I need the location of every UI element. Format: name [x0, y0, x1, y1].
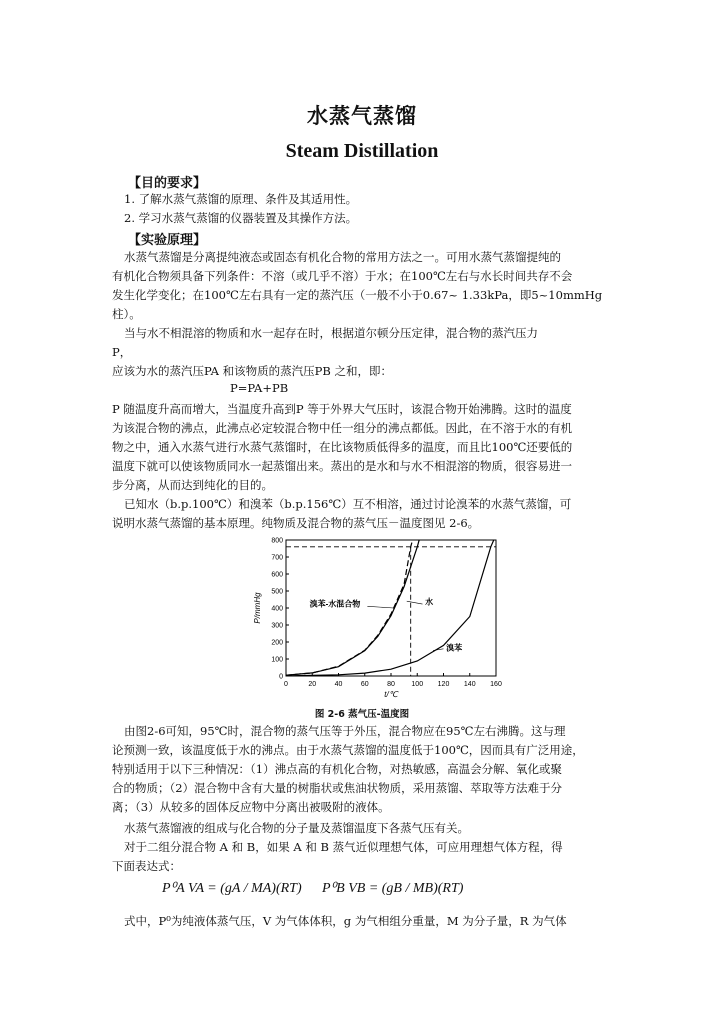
paragraph-line: 对于二组分混合物 A 和 B，如果 A 和 B 蒸气近似理想气体，可应用理想气体方程，得 [124, 840, 563, 854]
paragraph-line: 由图2-6可知，95℃时，混合物的蒸气压等于外压，混合物应在95℃左右沸腾。这与理 [124, 724, 566, 738]
paragraph-line: 水蒸气蒸馏液的组成与化合物的分子量及蒸馏温度下各蒸气压有关。 [124, 821, 469, 835]
y-tick-label: 0 [279, 673, 283, 681]
purpose-item: 2. 学习水蒸气蒸馏的仪器装置及其操作方法。 [124, 211, 358, 225]
y-tick-label: 800 [271, 537, 283, 545]
y-tick-label: 600 [271, 571, 283, 579]
x-tick-label: 80 [387, 681, 395, 688]
formula-component-b: P⁰B VB = (gB / MB)(RT) [322, 881, 464, 896]
paragraph-line: 下面表达式： [112, 859, 181, 873]
paragraph-line: 发生化学变化；在100℃左右具有一定的蒸汽压（一般不小于0.67~ 1.33kPa，即5~10mmHg [112, 288, 603, 302]
y-tick-label: 400 [271, 605, 283, 613]
formula-component-a: P⁰A VA = (gA / MA)(RT) [162, 881, 302, 896]
x-tick-label: 20 [308, 681, 317, 688]
paragraph-line: 为该混合物的沸点，此沸点必定较混合物中任一组分的沸点都低。因此，在不溶于水的有机 [112, 421, 572, 435]
x-tick-label: 40 [334, 681, 343, 688]
x-tick-label: 100 [411, 681, 424, 688]
purpose-item: 1. 了解水蒸气蒸馏的原理、条件及其适用性。 [124, 192, 358, 206]
page-title-en: Steam Distillation [285, 140, 439, 162]
mixture-leader [367, 606, 393, 608]
paragraph-line: 应该为水的蒸汽压PA 和该物质的蒸汽压PB 之和，即： [112, 364, 392, 378]
paragraph-line: 合的物质；（2）混合物中含有大量的树脂状或焦油状物质，采用蒸馏、萃取等方法难于分 [112, 781, 563, 795]
bromobenzene-label: 溴苯 [446, 643, 463, 653]
x-tick-label: 120 [437, 681, 450, 688]
pressure-sum-formula: P=PA+PB [230, 381, 289, 395]
paragraph-line: 论预测一致，该温度低于水的沸点。由于水蒸气蒸馏的温度低于100℃，因而具有广泛用途， [112, 743, 584, 757]
mixture-label: 溴苯-水混合物 [309, 599, 361, 609]
y-axis-label: P/mmHg [253, 592, 262, 624]
paragraph-line: 柱）。 [112, 307, 141, 321]
paragraph-line: 离；（3）从较多的固体反应物中分离出被吸附的液体。 [112, 800, 390, 814]
principle-heading: 【实验原理】 [128, 233, 207, 248]
page-title-cn: 水蒸气蒸馏 [307, 104, 417, 128]
paragraph-line: 有机化合物须具备下列条件：不溶（或几乎不溶）于水；在100℃左右与水长时间共存不会 [112, 269, 573, 283]
paragraph-line: 物之中，通入水蒸气进行水蒸气蒸馏时，在比该物质低得多的温度，而且比100℃还要低的 [112, 440, 573, 454]
paragraph-line: 水蒸气蒸馏是分离提纯液态或固态有机化合物的常用方法之一。可用水蒸气蒸馏提纯的 [124, 250, 561, 264]
paragraph-line: 式中，P⁰为纯液体蒸气压，V 为气体体积，g 为气相组分重量，M 为分子量，R 为气体 [124, 914, 567, 928]
water-leader [407, 601, 423, 604]
paragraph-line: 说明水蒸气蒸馏的基本原理。纯物质及混合物的蒸气压－温度图见 2-6。 [112, 516, 480, 530]
vapor-pressure-chart [250, 532, 500, 702]
y-tick-label: 200 [271, 639, 283, 647]
figure-caption: 图 2-6 蒸气压-温度图 [314, 709, 410, 720]
paragraph-line: 温度下就可以使该物质同水一起蒸馏出来。蒸出的是水和与水不相混溶的物质，很容易进一 [112, 459, 572, 473]
paragraph-line: 已知水（b.p.100℃）和溴苯（b.p.156℃）互不相溶，通过讨论溴苯的水蒸气蒸馏，可 [124, 497, 572, 511]
x-tick-label: 160 [490, 681, 502, 688]
paragraph-line: P， [112, 345, 132, 359]
y-tick-label: 300 [271, 622, 283, 630]
y-tick-label: 100 [271, 656, 283, 664]
y-tick-label: 500 [271, 588, 283, 596]
paragraph-line: 当与水不相混溶的物质和水一起存在时，根据道尔顿分压定律，混合物的蒸汽压力 [124, 326, 538, 340]
paragraph-line: 步分离，从而达到纯化的目的。 [112, 478, 273, 492]
y-tick-label: 700 [271, 554, 283, 562]
paragraph-line: P 随温度升高而增大，当温度升高到P 等于外界大气压时，该混合物开始沸腾。这时的温度 [112, 402, 572, 416]
purpose-heading: 【目的要求】 [128, 176, 207, 191]
x-tick-label: 0 [284, 681, 288, 688]
x-tick-label: 60 [360, 681, 369, 688]
x-axis-label: t/℃ [384, 690, 398, 699]
paragraph-line: 特别适用于以下三种情况：（1）沸点高的有机化合物，对热敏感，高温会分解、氧化或聚 [112, 762, 563, 776]
water-label: 水 [425, 597, 434, 607]
x-tick-label: 140 [463, 681, 476, 688]
